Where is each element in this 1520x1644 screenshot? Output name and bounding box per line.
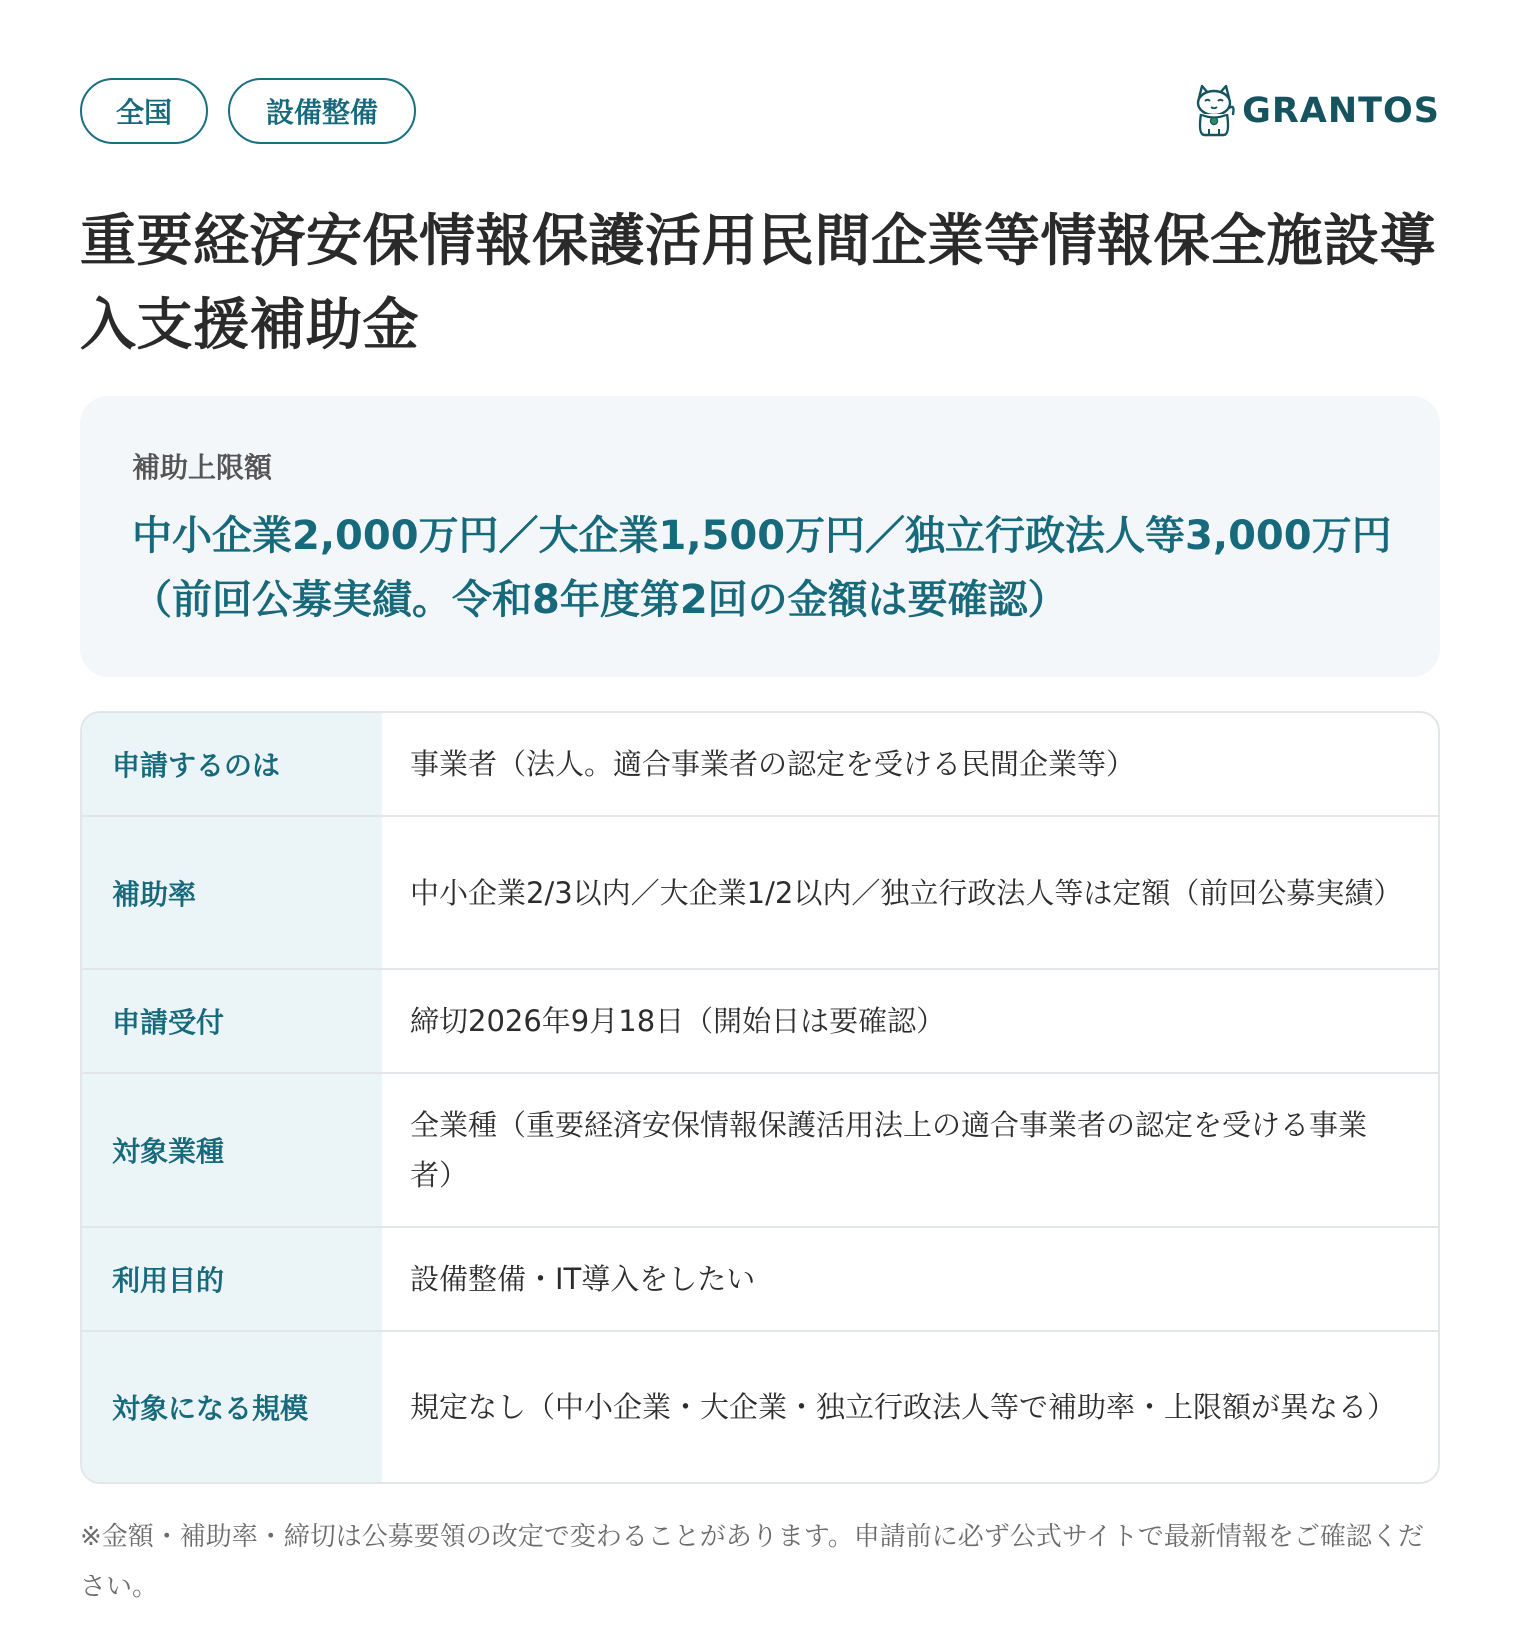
header-row bbox=[80, 78, 1440, 150]
tag-purpose[interactable]: 設備整備 bbox=[228, 78, 416, 144]
row-label: 対象業種 bbox=[82, 1074, 382, 1226]
row-label: 利用目的 bbox=[82, 1228, 382, 1330]
row-value: 締切2026年9月18日（開始日は要確認） bbox=[410, 1004, 946, 1038]
row-value: 設備整備・IT導入をしたい bbox=[410, 1262, 756, 1296]
amount-box bbox=[80, 396, 1440, 677]
row-label: 申請するのは bbox=[82, 713, 382, 815]
row-label: 対象になる規模 bbox=[82, 1332, 382, 1482]
table-row bbox=[82, 1226, 1438, 1330]
row-label: 申請受付 bbox=[82, 970, 382, 1072]
tag-region[interactable]: 全国 bbox=[80, 78, 208, 144]
lucky-cat-icon bbox=[1192, 84, 1236, 138]
brand-logo bbox=[1192, 84, 1440, 138]
row-value: 事業者（法人。適合事業者の認定を受ける民間企業等） bbox=[410, 747, 1136, 781]
amount-value: 中小企業2,000万円／大企業1,500万円／独立行政法人等3,000万円（前回公募実績。令和8年度第2回の金額は要確認） bbox=[132, 513, 1392, 623]
disclaimer-note: ※金額・補助率・締切は公募要領の改定で変わることがあります。申請前に必ず公式サイトで最新情報をご確認ください。 bbox=[80, 1522, 1424, 1602]
info-table bbox=[80, 711, 1440, 1484]
brand-name: GRANTOS bbox=[1242, 91, 1440, 131]
tag-list bbox=[80, 78, 416, 144]
row-value: 中小企業2/3以内／大企業1/2以内／独立行政法人等は定額（前回公募実績） bbox=[410, 875, 1403, 910]
page-title: 重要経済安保情報保護活用民間企業等情報保全施設導入支援補助金 bbox=[80, 209, 1436, 358]
table-row bbox=[82, 713, 1438, 815]
table-row bbox=[82, 815, 1438, 968]
row-value: 全業種（重要経済安保情報保護活用法上の適合事業者の認定を受ける事業者） bbox=[410, 1108, 1368, 1192]
table-row bbox=[82, 1330, 1438, 1482]
row-value: 規定なし（中小企業・大企業・独立行政法人等で補助率・上限額が異なる） bbox=[410, 1390, 1397, 1424]
row-label: 補助率 bbox=[82, 817, 382, 968]
amount-label: 補助上限額 bbox=[132, 451, 273, 484]
table-row bbox=[82, 968, 1438, 1072]
table-row bbox=[82, 1072, 1438, 1226]
